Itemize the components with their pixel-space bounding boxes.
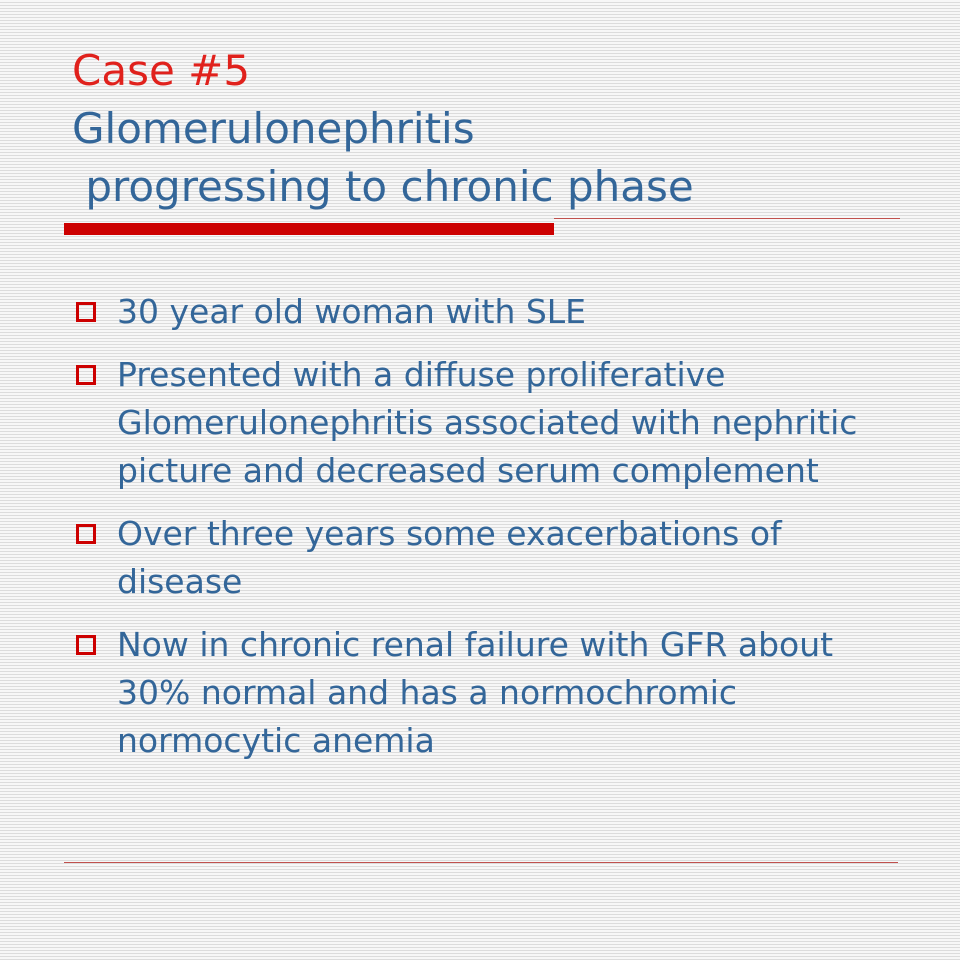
bullet-item bbox=[72, 510, 912, 606]
slide-title bbox=[72, 42, 932, 216]
title-line-topic: Glomerulonephritis bbox=[72, 104, 475, 153]
square-bullet-icon bbox=[76, 302, 96, 322]
case-label: Case #5 bbox=[72, 46, 251, 95]
bullet-item bbox=[72, 288, 912, 336]
square-bullet-icon bbox=[76, 365, 96, 385]
title-underline-thin bbox=[554, 218, 900, 219]
title-line-subtopic: progressing to chronic phase bbox=[72, 162, 694, 211]
bullet-text: Over three years some exacerbations of disease bbox=[117, 514, 782, 601]
title-underline-thick bbox=[64, 223, 554, 235]
bullet-list bbox=[72, 288, 912, 780]
bullet-text: 30 year old woman with SLE bbox=[117, 292, 587, 331]
bullet-text: Now in chronic renal failure with GFR about 30% normal and has a normochromic normocytic anemia bbox=[117, 625, 834, 760]
bullet-text: Presented with a diffuse proliferative Glomerulonephritis associated with nephritic picture and decreased serum complement bbox=[117, 355, 858, 490]
square-bullet-icon bbox=[76, 524, 96, 544]
bullet-item bbox=[72, 621, 912, 765]
square-bullet-icon bbox=[76, 635, 96, 655]
bullet-item bbox=[72, 351, 912, 495]
footer-divider bbox=[64, 862, 898, 863]
